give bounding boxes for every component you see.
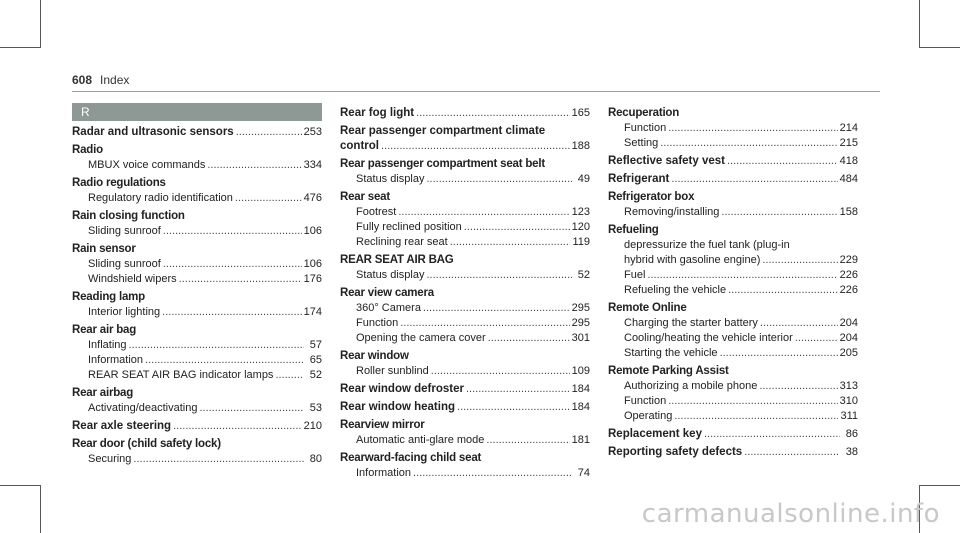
- entry-text: Reflective safety vest: [608, 155, 725, 167]
- leader-dots: [179, 272, 302, 287]
- crop-mark: [0, 47, 40, 48]
- page-ref: 65: [309, 354, 322, 366]
- page-ref: 205: [839, 347, 858, 359]
- index-row[interactable]: [340, 301, 590, 316]
- index-column-3: [608, 103, 858, 460]
- index-entry: [340, 286, 590, 346]
- index-entry: [72, 125, 322, 140]
- page-ref: 204: [839, 332, 858, 344]
- page-ref: 52: [577, 269, 590, 281]
- leader-dots: [162, 305, 301, 320]
- page-ref: 57: [309, 339, 322, 351]
- index-row[interactable]: [72, 158, 322, 173]
- entry-heading: Rear air bag: [72, 324, 137, 336]
- index-entry: [72, 143, 322, 173]
- entry-heading: Refueling: [608, 224, 659, 236]
- entry-text: Refueling the vehicle: [624, 284, 727, 296]
- entry-text: Radar and ultrasonic sensors: [72, 126, 234, 138]
- page-ref: 204: [839, 317, 858, 329]
- page-ref: 184: [571, 383, 590, 395]
- page-ref: 226: [839, 284, 858, 296]
- page-ref: 181: [571, 434, 590, 446]
- page-ref: 253: [303, 126, 322, 138]
- index-row[interactable]: [340, 382, 590, 397]
- page-ref: 301: [571, 332, 590, 344]
- page-ref: 106: [303, 225, 322, 237]
- index-row[interactable]: [340, 400, 590, 415]
- entry-text: Sliding sunroof: [88, 225, 161, 237]
- index-row[interactable]: [340, 364, 590, 379]
- page-ref: 52: [309, 369, 322, 381]
- entry-text: Footrest: [356, 206, 397, 218]
- index-entry: [340, 382, 590, 397]
- entry-heading: Rear seat: [340, 191, 390, 203]
- leader-dots: [413, 466, 572, 481]
- entry-heading: Rear view camera: [340, 287, 434, 299]
- index-row[interactable]: [340, 331, 590, 346]
- index-row[interactable]: [72, 353, 322, 368]
- leader-dots: [431, 364, 570, 379]
- index-entry: [608, 106, 858, 151]
- entry-text: Operating: [624, 410, 673, 422]
- index-row[interactable]: [608, 283, 858, 298]
- index-row[interactable]: [608, 172, 858, 187]
- index-entry: [72, 176, 322, 206]
- leader-dots: [163, 257, 302, 272]
- index-row[interactable]: [608, 346, 858, 361]
- index-entry: [340, 451, 590, 481]
- entry-text: hybrid with gasoline engine): [624, 254, 761, 266]
- index-entry: [340, 418, 590, 448]
- index-entry: [608, 172, 858, 187]
- leader-dots: [668, 121, 837, 136]
- entry-text: Opening the camera cover: [356, 332, 486, 344]
- index-entry: [608, 427, 858, 442]
- entry-text: REAR SEAT AIR BAG indicator lamps: [88, 369, 274, 381]
- index-row[interactable]: [72, 419, 322, 434]
- index-row[interactable]: [340, 235, 590, 250]
- page-ref: 106: [303, 258, 322, 270]
- entry-text: Rear fog light: [340, 107, 415, 119]
- leader-dots: [728, 283, 838, 298]
- page-number: 608: [72, 73, 93, 87]
- index-row[interactable]: [608, 121, 858, 136]
- entry-text: Starting the vehicle: [624, 347, 718, 359]
- entry-text: Removing/installing: [624, 206, 720, 218]
- leader-dots: [795, 331, 838, 346]
- page-ref: 165: [571, 107, 590, 119]
- entry-text: Rear window heating: [340, 401, 456, 413]
- leader-dots: [398, 205, 569, 220]
- entry-text: Roller sunblind: [356, 365, 429, 377]
- entry-text: Fuel: [624, 269, 646, 281]
- index-entry: [608, 445, 858, 460]
- page-ref: 295: [571, 302, 590, 314]
- index-row[interactable]: [340, 205, 590, 220]
- leader-dots: [450, 235, 571, 250]
- leader-dots: [457, 400, 570, 415]
- page-ref: 174: [303, 306, 322, 318]
- leader-dots: [668, 394, 837, 409]
- entry-heading: Rear window: [340, 350, 409, 362]
- page-ref: 310: [839, 395, 858, 407]
- entry-heading: Rear passenger compartment climate: [340, 125, 546, 137]
- index-row[interactable]: [608, 379, 858, 394]
- entry-heading: Remote Online: [608, 302, 687, 314]
- index-entry: [340, 349, 590, 379]
- entry-heading: Rear door (child safety lock): [72, 438, 221, 450]
- entry-heading: Recuperation: [608, 107, 680, 119]
- page-ref: 484: [839, 173, 858, 185]
- header-divider: [72, 91, 880, 92]
- index-entry: [72, 209, 322, 239]
- page-ref: 74: [577, 467, 590, 479]
- entry-text: Reporting safety defects: [608, 446, 743, 458]
- entry-text: Refrigerant: [608, 173, 670, 185]
- entry-text: Status display: [356, 173, 425, 185]
- page-ref: 49: [577, 173, 590, 185]
- index-row[interactable]: [608, 394, 858, 409]
- entry-heading: Radio regulations: [72, 177, 166, 189]
- entry-text: control: [340, 140, 379, 152]
- index-row[interactable]: [340, 316, 590, 331]
- index-row[interactable]: [608, 154, 858, 169]
- page-ref: 120: [571, 221, 590, 233]
- leader-dots: [762, 253, 837, 268]
- index-row[interactable]: [72, 368, 322, 383]
- leader-dots: [235, 191, 302, 206]
- leader-dots: [721, 205, 837, 220]
- index-entry: [608, 301, 858, 361]
- entries-column-2: [340, 106, 590, 481]
- leader-dots: [129, 338, 304, 353]
- leader-dots: [660, 136, 837, 151]
- page-ref: 119: [572, 236, 590, 248]
- leader-dots: [163, 224, 302, 239]
- entry-text: Securing: [88, 453, 132, 465]
- index-row[interactable]: [608, 427, 858, 442]
- index-entry: [608, 364, 858, 424]
- entry-text: Rear window defroster: [340, 383, 464, 395]
- entry-heading: Remote Parking Assist: [608, 365, 729, 377]
- index-entry: [72, 437, 322, 467]
- index-row[interactable]: [72, 272, 322, 287]
- page-ref: 176: [303, 273, 322, 285]
- leader-dots: [423, 301, 570, 316]
- index-entry: [72, 323, 322, 383]
- index-entry: [72, 386, 322, 416]
- leader-dots: [760, 316, 838, 331]
- index-entry: [340, 253, 590, 283]
- entry-heading: Rain sensor: [72, 243, 136, 255]
- index-entry: [340, 106, 590, 121]
- entry-text: Function: [624, 122, 667, 134]
- page-ref: 188: [571, 140, 590, 152]
- leader-dots: [426, 172, 572, 187]
- entry-text: Automatic anti-glare mode: [356, 434, 485, 446]
- leader-dots: [727, 154, 838, 169]
- entry-text: 360° Camera: [356, 302, 421, 314]
- crop-mark: [919, 485, 960, 486]
- entry-heading: Refrigerator box: [608, 191, 695, 203]
- index-entry: [608, 190, 858, 220]
- index-entry: [72, 290, 322, 320]
- index-row[interactable]: [608, 316, 858, 331]
- index-row[interactable]: [72, 338, 322, 353]
- page-ref: 295: [571, 317, 590, 329]
- index-row[interactable]: [72, 257, 322, 272]
- index-entry: [608, 223, 858, 298]
- leader-dots: [275, 368, 304, 383]
- index-row[interactable]: [608, 253, 858, 268]
- entry-heading: Rain closing function: [72, 210, 185, 222]
- page-ref: 313: [839, 380, 858, 392]
- crop-mark: [919, 0, 920, 48]
- page-ref: 184: [571, 401, 590, 413]
- index-row[interactable]: [608, 409, 858, 424]
- entry-text: Setting: [624, 137, 659, 149]
- leader-dots: [145, 353, 304, 368]
- page-ref: 38: [845, 446, 858, 458]
- index-row[interactable]: [72, 224, 322, 239]
- entry-text: Function: [624, 395, 667, 407]
- crop-mark: [40, 485, 41, 533]
- index-row[interactable]: [72, 305, 322, 320]
- entries-column-3: [608, 106, 858, 460]
- entry-text: Reclining rear seat: [356, 236, 448, 248]
- entry-heading: Rear passenger compartment seat belt: [340, 158, 545, 170]
- leader-dots: [236, 125, 302, 140]
- index-row[interactable]: [72, 191, 322, 206]
- page-ref: 210: [303, 420, 322, 432]
- leader-dots: [720, 346, 838, 361]
- index-row[interactable]: [608, 331, 858, 346]
- page-ref: 229: [839, 254, 858, 266]
- page-ref: 53: [309, 402, 322, 414]
- entry-text: Authorizing a mobile phone: [624, 380, 758, 392]
- leader-dots: [416, 106, 570, 121]
- leader-dots: [744, 445, 840, 460]
- leader-dots: [647, 268, 837, 283]
- leader-dots: [426, 268, 572, 283]
- index-row[interactable]: [340, 433, 590, 448]
- entry-heading: Rearview mirror: [340, 419, 425, 431]
- entry-heading: REAR SEAT AIR BAG: [340, 254, 454, 266]
- index-column-2: [340, 103, 590, 481]
- index-entry: [340, 400, 590, 415]
- page-ref: 123: [571, 206, 590, 218]
- leader-dots: [466, 382, 570, 397]
- index-row[interactable]: [608, 205, 858, 220]
- page-ref: 215: [839, 137, 858, 149]
- entry-text: Charging the starter battery: [624, 317, 758, 329]
- entry-heading: Rear airbag: [72, 387, 134, 399]
- index-row[interactable]: [340, 106, 590, 121]
- crop-mark: [919, 47, 960, 48]
- index-row[interactable]: [340, 268, 590, 283]
- entry-text: Activating/deactivating: [88, 402, 198, 414]
- index-row[interactable]: [72, 401, 322, 416]
- leader-dots: [704, 427, 840, 442]
- page-ref: 226: [839, 269, 858, 281]
- entry-text: Replacement key: [608, 428, 702, 440]
- index-entry: [72, 419, 322, 434]
- leader-dots: [464, 220, 570, 235]
- leader-dots: [486, 433, 569, 448]
- entry-text: Regulatory radio identification: [88, 192, 233, 204]
- index-row[interactable]: [340, 466, 590, 481]
- entry-text: Fully reclined position: [356, 221, 462, 233]
- page-ref: 109: [571, 365, 590, 377]
- leader-dots: [759, 379, 837, 394]
- page-ref: 86: [845, 428, 858, 440]
- page-ref: 311: [840, 410, 858, 422]
- index-entry: [72, 242, 322, 287]
- page-ref: 214: [839, 122, 858, 134]
- entries-column-1: [72, 125, 322, 467]
- entry-text: Inflating: [88, 339, 127, 351]
- entry-heading: Reading lamp: [72, 291, 146, 303]
- page-ref: 418: [839, 155, 858, 167]
- leader-dots: [400, 316, 569, 331]
- page-ref: 80: [309, 453, 322, 465]
- page-header: [72, 73, 129, 87]
- entry-text: Status display: [356, 269, 425, 281]
- crop-mark: [0, 485, 40, 486]
- entry-text: Rear axle steering: [72, 420, 172, 432]
- entry-text: Information: [88, 354, 144, 366]
- entry-text: Information: [356, 467, 412, 479]
- page-title: Index: [100, 73, 130, 87]
- leader-dots: [488, 331, 570, 346]
- index-row[interactable]: [72, 452, 322, 467]
- leader-dots: [173, 419, 302, 434]
- entry-text: MBUX voice commands: [88, 159, 206, 171]
- leader-dots: [133, 452, 304, 467]
- leader-dots: [207, 158, 301, 173]
- entry-text: Function: [356, 317, 399, 329]
- index-row[interactable]: [608, 445, 858, 460]
- entry-text: Cooling/heating the vehicle interior: [624, 332, 793, 344]
- leader-dots: [671, 172, 837, 187]
- leader-dots: [381, 139, 570, 154]
- index-row[interactable]: [340, 139, 590, 154]
- crop-mark: [40, 0, 41, 48]
- letter-section-bar: R: [72, 103, 322, 121]
- page-ref: 158: [839, 206, 858, 218]
- entry-text: Interior lighting: [88, 306, 161, 318]
- index-entry: [340, 124, 590, 154]
- entry-heading: Radio: [72, 144, 103, 156]
- entry-text: Sliding sunroof: [88, 258, 161, 270]
- entry-text: Windshield wipers: [88, 273, 177, 285]
- index-entry: [608, 154, 858, 169]
- index-entry: [340, 190, 590, 250]
- index-row[interactable]: [608, 136, 858, 151]
- page-ref: 334: [303, 159, 322, 171]
- index-column-1: [72, 103, 322, 467]
- entry-heading: Rearward-facing child seat: [340, 452, 482, 464]
- index-row[interactable]: [340, 172, 590, 187]
- leader-dots: [674, 409, 838, 424]
- index-entry: [340, 157, 590, 187]
- index-row[interactable]: [608, 268, 858, 283]
- page-ref: 476: [303, 192, 322, 204]
- sub-entry-text: depressurize the fuel tank (plug-in: [624, 239, 790, 251]
- watermark: carmanualsonline.info: [641, 499, 940, 529]
- leader-dots: [199, 401, 304, 416]
- index-row[interactable]: [340, 220, 590, 235]
- index-row[interactable]: [72, 125, 322, 140]
